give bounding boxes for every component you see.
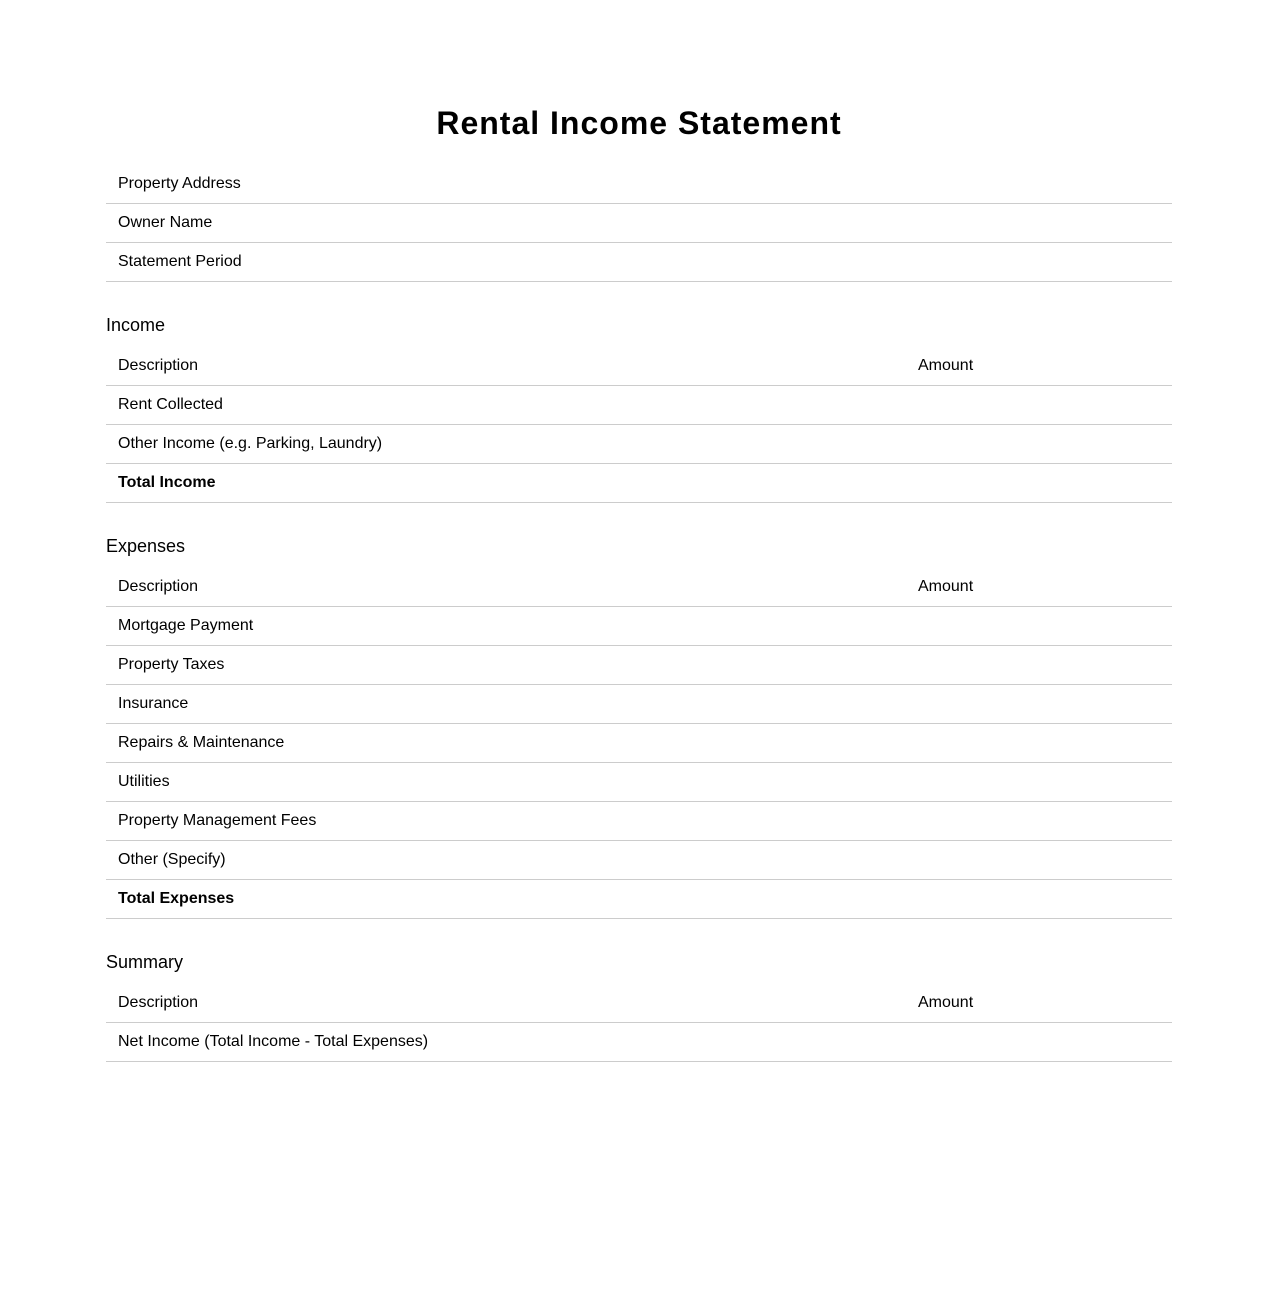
- table-row: [106, 646, 1172, 685]
- row-description: Mortgage Payment: [106, 607, 906, 646]
- summary-table: [106, 984, 1172, 1062]
- column-header-description: Description: [106, 984, 906, 1023]
- table-row: [106, 685, 1172, 724]
- total-income-label: Total Income: [106, 464, 906, 503]
- expenses-table: [106, 568, 1172, 919]
- row-amount: [906, 646, 1172, 685]
- table-row: [106, 763, 1172, 802]
- summary-section: [106, 951, 1172, 1062]
- table-row: [106, 841, 1172, 880]
- row-description: Insurance: [106, 685, 906, 724]
- column-header-amount: Amount: [906, 347, 1172, 386]
- row-amount: [906, 802, 1172, 841]
- column-header-amount: Amount: [906, 984, 1172, 1023]
- property-address-label: Property Address: [106, 165, 1172, 204]
- row-amount: [906, 425, 1172, 464]
- column-header-description: Description: [106, 347, 906, 386]
- expenses-section: [106, 535, 1172, 919]
- column-header-description: Description: [106, 568, 906, 607]
- total-income-amount: [906, 464, 1172, 503]
- row-description: Property Taxes: [106, 646, 906, 685]
- statement-period-label: Statement Period: [106, 243, 1172, 282]
- table-row: [106, 204, 1172, 243]
- summary-heading: Summary: [106, 952, 184, 972]
- income-section: [106, 314, 1172, 503]
- property-info-section: [106, 165, 1172, 282]
- owner-name-label: Owner Name: [106, 204, 1172, 243]
- table-row: [106, 425, 1172, 464]
- table-header-row: [106, 568, 1172, 607]
- expenses-heading: Expenses: [106, 536, 186, 556]
- property-info-table: [106, 165, 1172, 282]
- row-amount: [906, 607, 1172, 646]
- row-description: Rent Collected: [106, 386, 906, 425]
- row-description: Property Management Fees: [106, 802, 906, 841]
- net-income-row: [106, 1023, 1172, 1062]
- row-amount: [906, 724, 1172, 763]
- row-description: Repairs & Maintenance: [106, 724, 906, 763]
- net-income-label: Net Income (Total Income - Total Expenses): [106, 1023, 906, 1062]
- table-row: [106, 607, 1172, 646]
- income-table: [106, 347, 1172, 503]
- total-expenses-row: [106, 880, 1172, 919]
- table-row: [106, 802, 1172, 841]
- table-row: [106, 243, 1172, 282]
- table-row: [106, 165, 1172, 204]
- page-title: Rental Income Statement: [436, 105, 842, 141]
- row-description: Other (Specify): [106, 841, 906, 880]
- row-amount: [906, 763, 1172, 802]
- table-header-row: [106, 347, 1172, 386]
- row-description: Utilities: [106, 763, 906, 802]
- row-amount: [906, 386, 1172, 425]
- table-row: [106, 386, 1172, 425]
- table-header-row: [106, 984, 1172, 1023]
- row-amount: [906, 685, 1172, 724]
- table-row: [106, 724, 1172, 763]
- column-header-amount: Amount: [906, 568, 1172, 607]
- row-amount: [906, 841, 1172, 880]
- income-heading: Income: [106, 315, 166, 335]
- total-income-row: [106, 464, 1172, 503]
- total-expenses-label: Total Expenses: [106, 880, 906, 919]
- row-description: Other Income (e.g. Parking, Laundry): [106, 425, 906, 464]
- net-income-amount: [906, 1023, 1172, 1062]
- total-expenses-amount: [906, 880, 1172, 919]
